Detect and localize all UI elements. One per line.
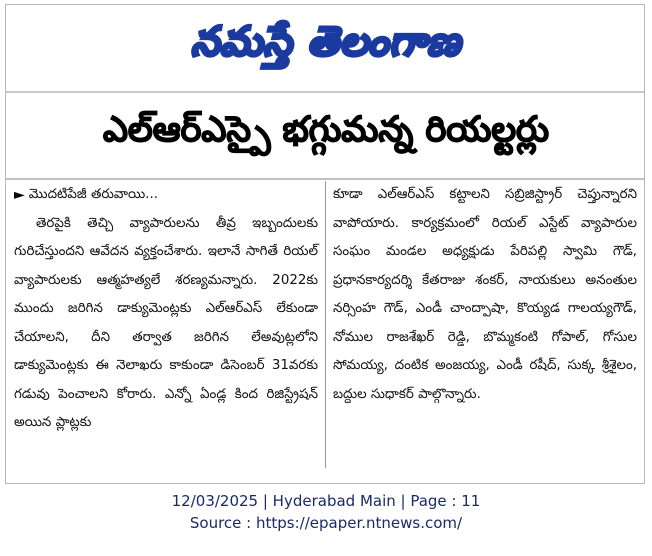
masthead-divider [6,91,645,93]
continuation-arrow-icon: ► [14,187,25,203]
article-headline: ఎల్ఆర్ఎస్పై భగ్గుమన్న రియల్టర్లు [103,110,549,150]
article-paragraph: తెరపైకి తెచ్చి వ్యాపారులను తీవ్ర ఇబ్బందులకు గురిచేస్తుందని ఆవేదన వ్యక్తంచేశారు. ఇలానే సాగితే రియల్ వ్యాపారులకు ఆత్మహత్యలే శరణ్యమన్నారు. 2022కు ముందు జరిగిన డాక్యుమెంట్లకు ఎల్ఆర్ఎస్ లేకుండా చేయాలని, దీని తర్వాత జరిగిన లేఅవుట్లలోని డాక్యుమెంట్లకు ఈ నెలాఖరు కాకుండా డిసెంబర్ 31వరకు గడువు పెంచాలని కోరారు. ఎన్నో ఏండ్ల కింద రిజిస్ట్రేషన్ అయిన ప్లాట్లకు [14,215,318,430]
headline-divider [6,178,645,180]
masthead-title: నమస్తే తెలంగాణ [190,19,462,65]
continued-from-front-page [14,181,318,210]
continued-label: మొదటిపేజీ తరువాయి... [28,187,158,202]
masthead [6,5,645,89]
article-column-left [14,181,318,438]
source-url: Source : https://epaper.ntnews.com/ [189,514,463,532]
column-divider [325,181,326,468]
source-footer [0,490,652,534]
newspaper-clipping [5,4,645,484]
edition-info: 12/03/2025 | Hyderabad Main | Page : 11 [171,492,481,510]
article-column-right [333,181,637,409]
article-paragraph: కూడా ఎల్ఆర్ఎస్ కట్టాలని సబ్రిజిస్ట్రార్ చెప్తున్నారని వాపోయారు. కార్యక్రమంలో రియల్ ఎస్టేట్ వ్యాపారుల సంఘం మండల అధ్యక్షుడు పేరిపల్లి స్వామి గౌడ్, ప్రధానకార్యదర్శి కేతరాజు శంకర్, నాయకులు అనంతుల నర్సింహ గౌడ్, ఎండీ చాంద్పాషా, కొయ్యడ గాలయ్యగౌడ్, నోముల రాజశేఖర్ రెడ్డి, బొమ్మకంటి గోపాల్, గోసుల సోమయ్య, దంటిక అంజయ్య, ఎండీ రషీద్, సుక్క శ్రీశైలం, బద్దుల సుధాకర్ పాల్గొన్నారు. [333,187,637,402]
